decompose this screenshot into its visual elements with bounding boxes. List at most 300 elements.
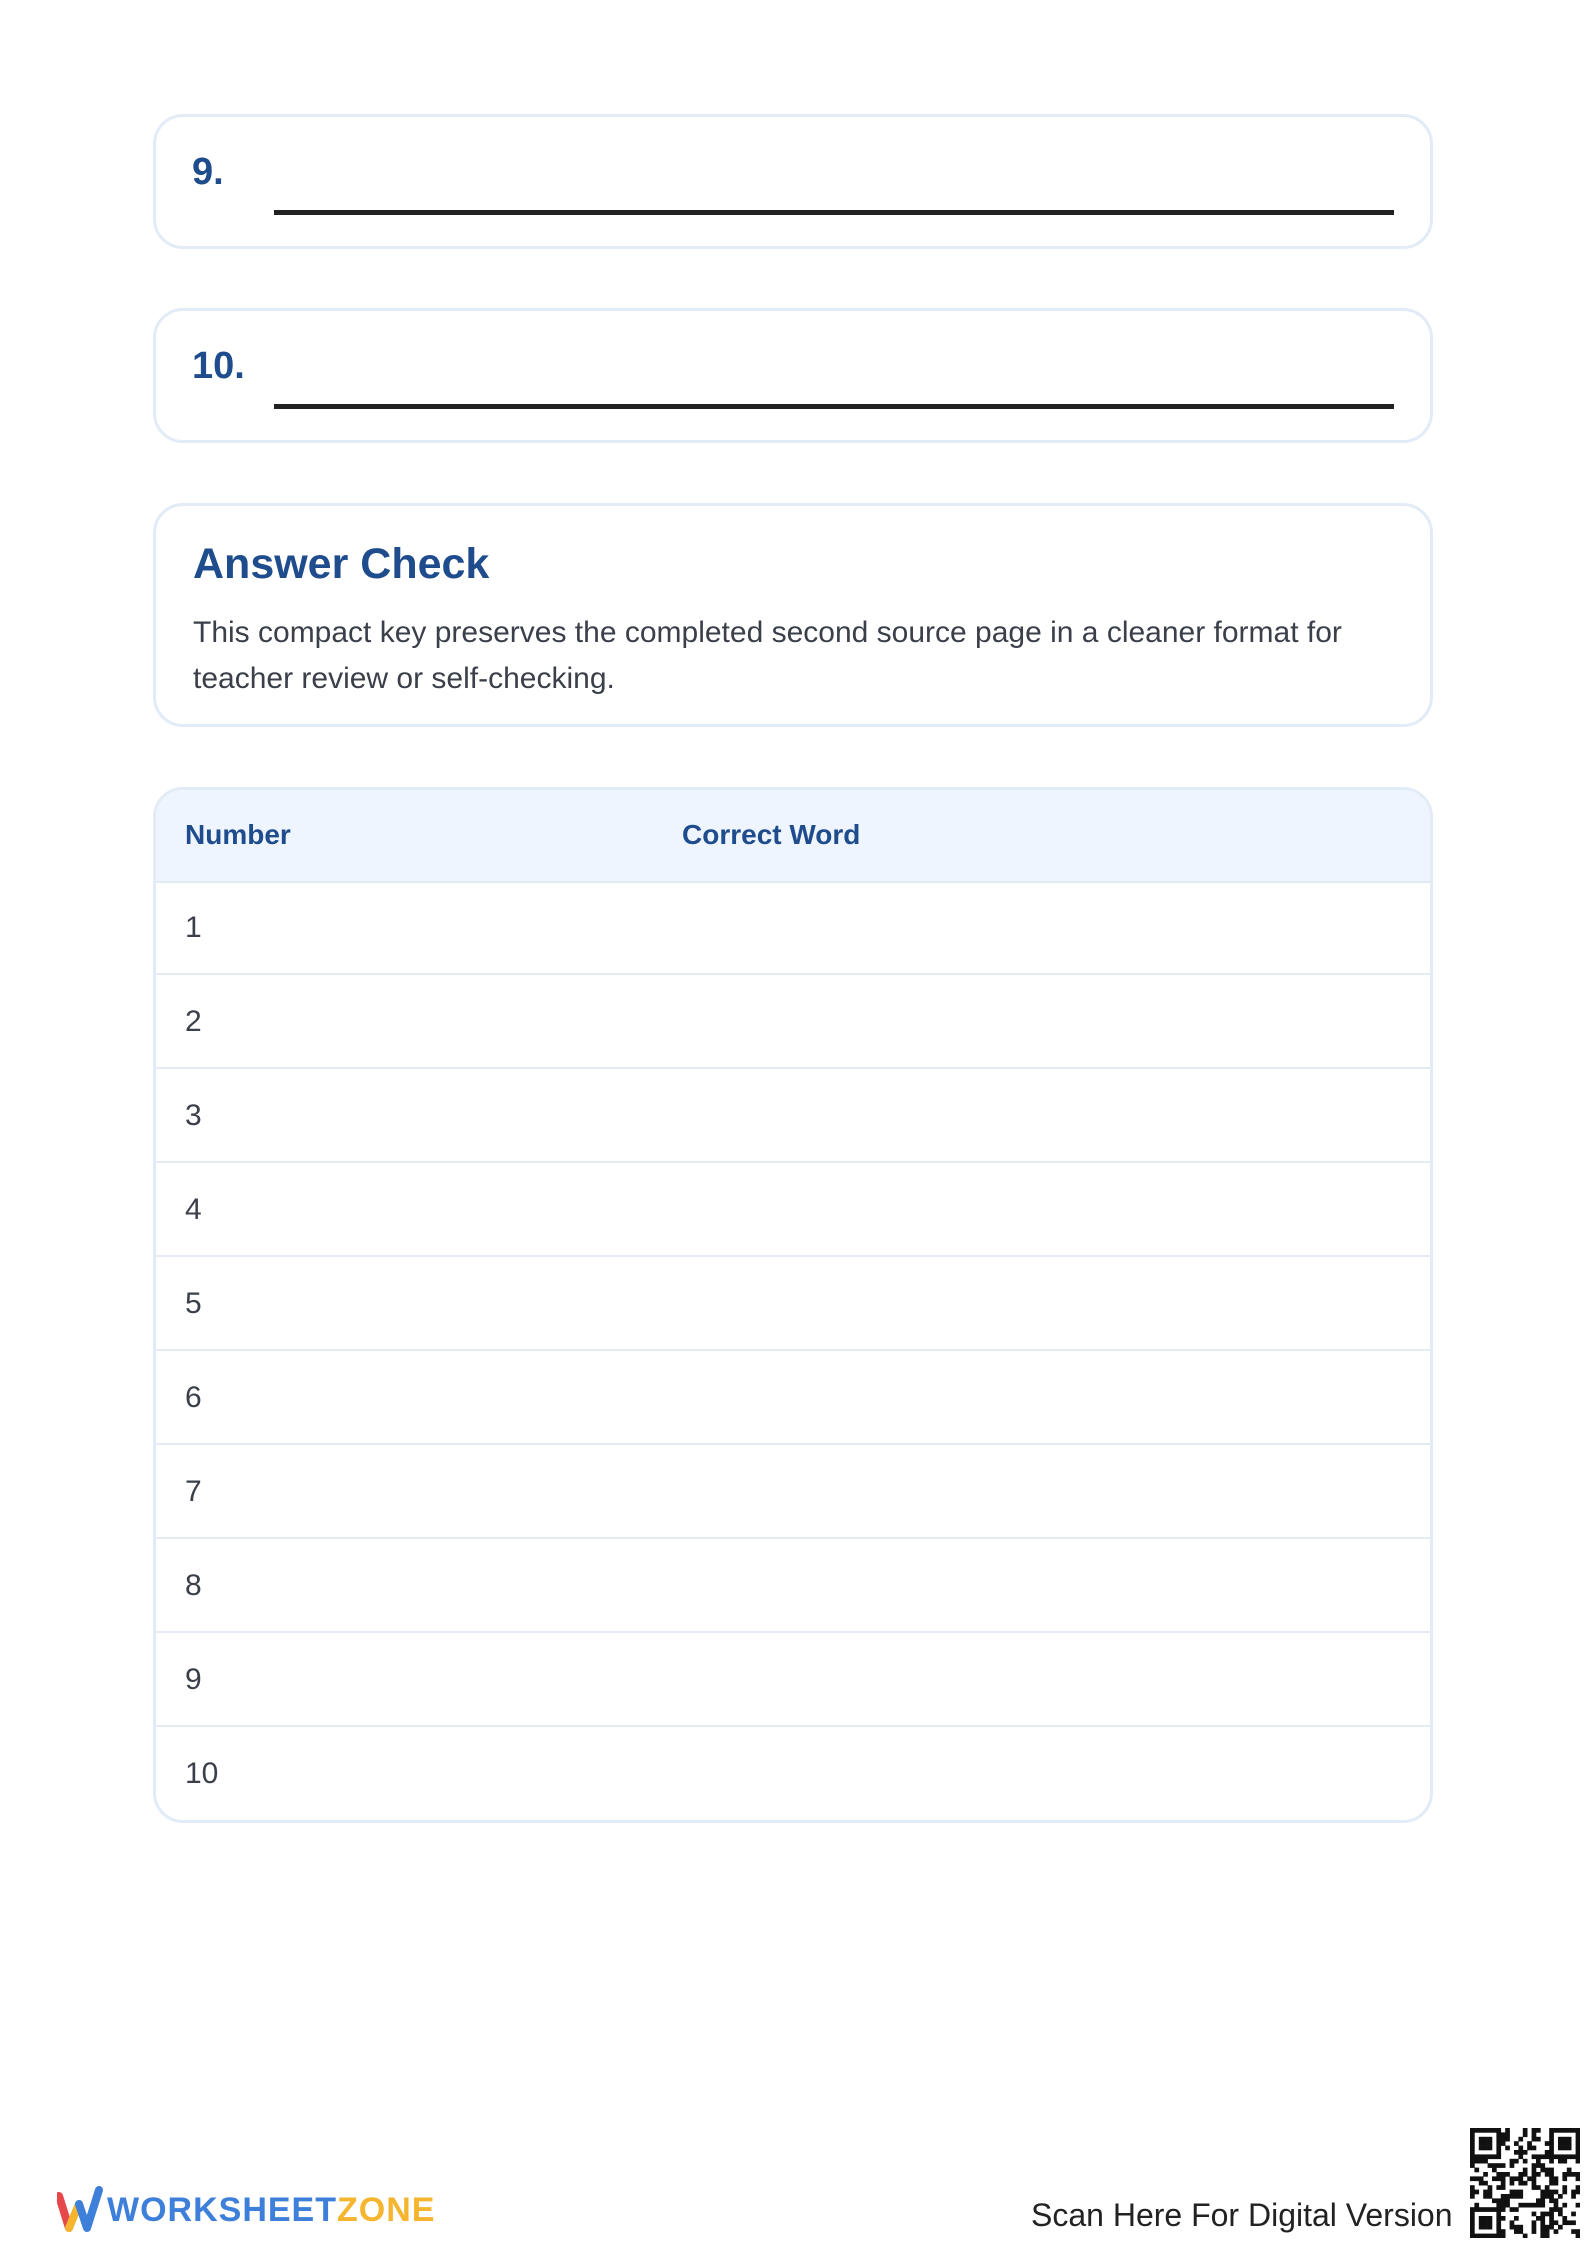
qr-module — [1545, 2234, 1550, 2238]
qr-module — [1545, 2212, 1550, 2217]
qr-module — [1571, 2229, 1576, 2234]
qr-module — [1496, 2216, 1501, 2221]
qr-module — [1496, 2150, 1501, 2155]
qr-module — [1470, 2154, 1475, 2159]
qr-module — [1501, 2141, 1506, 2146]
qr-module — [1540, 2220, 1545, 2225]
qr-module — [1540, 2225, 1545, 2230]
qr-module — [1488, 2225, 1493, 2230]
qr-module — [1496, 2132, 1501, 2137]
qr-module — [1474, 2154, 1479, 2159]
row-number: 1 — [185, 911, 202, 944]
qr-module — [1545, 2150, 1550, 2155]
qr-module — [1562, 2176, 1567, 2181]
qr-module — [1501, 2185, 1506, 2190]
qr-module — [1488, 2154, 1493, 2159]
row-number: 9 — [185, 1663, 202, 1696]
qr-module — [1474, 2234, 1479, 2238]
qr-module — [1470, 2212, 1475, 2217]
qr-module — [1549, 2168, 1554, 2173]
qr-module — [1470, 2141, 1475, 2146]
row-number: 7 — [185, 1475, 202, 1508]
qr-module — [1532, 2181, 1537, 2186]
table-header — [156, 790, 1430, 883]
qr-module — [1483, 2194, 1488, 2199]
qr-module — [1567, 2146, 1572, 2151]
qr-module — [1523, 2132, 1528, 2137]
table-row — [156, 1727, 1430, 1821]
qr-module — [1483, 2128, 1488, 2133]
qr-module — [1527, 2141, 1532, 2146]
row-number: 3 — [185, 1099, 202, 1132]
qr-module — [1518, 2225, 1523, 2230]
qr-module — [1554, 2128, 1559, 2133]
qr-module — [1545, 2154, 1550, 2159]
qr-module — [1540, 2212, 1545, 2217]
qr-module — [1514, 2194, 1519, 2199]
qr-module — [1483, 2146, 1488, 2151]
qr-module — [1514, 2190, 1519, 2195]
qr-module — [1558, 2212, 1563, 2217]
answer-check-card — [153, 503, 1433, 727]
qr-module — [1576, 2234, 1580, 2238]
qr-module — [1479, 2146, 1484, 2151]
qr-module — [1540, 2234, 1545, 2238]
qr-module — [1532, 2212, 1537, 2217]
qr-module — [1510, 2225, 1515, 2230]
qr-module — [1536, 2198, 1541, 2203]
brand-name-part1: WORKSHEET — [107, 2191, 337, 2229]
qr-module — [1470, 2128, 1475, 2133]
qr-module — [1518, 2154, 1523, 2159]
qr-module — [1549, 2220, 1554, 2225]
answer-check-description: This compact key preserves the completed second source page in a cleaner format for teacher review or self-checking. — [193, 616, 1342, 695]
qr-module — [1558, 2137, 1563, 2142]
brand-name-part2: ZONE — [337, 2191, 436, 2229]
answer-item-10 — [153, 308, 1433, 443]
qr-module — [1545, 2194, 1550, 2199]
qr-module — [1505, 2128, 1510, 2133]
qr-module — [1492, 2207, 1497, 2212]
qr-module — [1518, 2203, 1523, 2208]
qr-module — [1496, 2203, 1501, 2208]
worksheetzone-logo-icon — [57, 2182, 103, 2238]
qr-module — [1518, 2194, 1523, 2199]
qr-module — [1470, 2137, 1475, 2142]
qr-module — [1518, 2150, 1523, 2155]
qr-module — [1549, 2194, 1554, 2199]
qr-module — [1554, 2190, 1559, 2195]
qr-module — [1496, 2146, 1501, 2151]
qr-module — [1536, 2128, 1541, 2133]
qr-module — [1545, 2225, 1550, 2230]
qr-module — [1536, 2159, 1541, 2164]
qr-module — [1545, 2141, 1550, 2146]
qr-module — [1554, 2176, 1559, 2181]
qr-module — [1470, 2229, 1475, 2234]
qr-module — [1558, 2128, 1563, 2133]
qr-module — [1562, 2137, 1567, 2142]
table-row — [156, 1163, 1430, 1257]
table-row — [156, 1257, 1430, 1351]
qr-module — [1576, 2154, 1580, 2159]
qr-module — [1483, 2225, 1488, 2230]
row-number: 6 — [185, 1381, 202, 1414]
qr-module — [1496, 2198, 1501, 2203]
qr-module — [1496, 2128, 1501, 2133]
qr-module — [1501, 2181, 1506, 2186]
qr-module — [1562, 2216, 1567, 2221]
qr-module — [1571, 2128, 1576, 2133]
qr-module — [1540, 2190, 1545, 2195]
qr-module — [1492, 2128, 1497, 2133]
qr-module — [1540, 2198, 1545, 2203]
qr-module — [1496, 2212, 1501, 2217]
qr-module — [1562, 2220, 1567, 2225]
qr-module — [1483, 2154, 1488, 2159]
qr-module — [1470, 2132, 1475, 2137]
qr-module — [1549, 2141, 1554, 2146]
qr-module — [1554, 2220, 1559, 2225]
qr-module — [1470, 2146, 1475, 2151]
qr-module — [1576, 2132, 1580, 2137]
qr-module — [1501, 2198, 1506, 2203]
qr-module — [1488, 2137, 1493, 2142]
qr-module — [1474, 2207, 1479, 2212]
qr-module — [1474, 2176, 1479, 2181]
qr-module — [1562, 2159, 1567, 2164]
brand-name — [107, 2191, 435, 2230]
qr-module — [1496, 2154, 1501, 2159]
qr-module — [1558, 2146, 1563, 2151]
qr-module — [1510, 2163, 1515, 2168]
qr-module — [1501, 2172, 1506, 2177]
qr-module — [1540, 2168, 1545, 2173]
qr-module — [1562, 2154, 1567, 2159]
row-number: 5 — [185, 1287, 202, 1320]
qr-module — [1532, 2225, 1537, 2230]
table-row — [156, 1445, 1430, 1539]
qr-module — [1474, 2128, 1479, 2133]
qr-module — [1562, 2190, 1567, 2195]
qr-module — [1470, 2225, 1475, 2230]
qr-module — [1567, 2154, 1572, 2159]
qr-module — [1518, 2181, 1523, 2186]
qr-module — [1549, 2198, 1554, 2203]
qr-module — [1576, 2185, 1580, 2190]
qr-module — [1510, 2176, 1515, 2181]
qr-module — [1571, 2190, 1576, 2195]
qr-module — [1501, 2203, 1506, 2208]
qr-module — [1501, 2207, 1506, 2212]
qr-module — [1536, 2172, 1541, 2177]
qr-module — [1576, 2229, 1580, 2234]
qr-module — [1488, 2207, 1493, 2212]
qr-module — [1518, 2229, 1523, 2234]
qr-module — [1540, 2229, 1545, 2234]
qr-module — [1576, 2137, 1580, 2142]
qr-module — [1558, 2207, 1563, 2212]
qr-module — [1554, 2181, 1559, 2186]
qr-module — [1483, 2207, 1488, 2212]
qr-module — [1483, 2172, 1488, 2177]
qr-module — [1510, 2190, 1515, 2195]
row-number: 2 — [185, 1005, 202, 1038]
qr-module — [1496, 2163, 1501, 2168]
qr-module — [1470, 2176, 1475, 2181]
qr-module — [1558, 2194, 1563, 2199]
qr-module — [1505, 2137, 1510, 2142]
qr-module — [1549, 2150, 1554, 2155]
qr-module — [1514, 2229, 1519, 2234]
qr-module — [1567, 2172, 1572, 2177]
qr-module — [1554, 2207, 1559, 2212]
qr-module — [1501, 2194, 1506, 2199]
qr-module — [1479, 2176, 1484, 2181]
qr-module — [1514, 2207, 1519, 2212]
qr-module — [1496, 2172, 1501, 2177]
qr-module — [1496, 2220, 1501, 2225]
qr-module — [1501, 2132, 1506, 2137]
qr-module — [1505, 2146, 1510, 2151]
qr-module — [1470, 2159, 1475, 2164]
answer-key-table — [153, 787, 1433, 1823]
qr-module — [1558, 2159, 1563, 2164]
qr-module — [1483, 2216, 1488, 2221]
qr-module — [1549, 2216, 1554, 2221]
qr-module — [1532, 2176, 1537, 2181]
qr-module — [1523, 2168, 1528, 2173]
qr-module — [1532, 2163, 1537, 2168]
qr-module — [1514, 2150, 1519, 2155]
qr-module — [1492, 2154, 1497, 2159]
table-row — [156, 975, 1430, 1069]
qr-module — [1518, 2176, 1523, 2181]
qr-module — [1470, 2220, 1475, 2225]
qr-module — [1496, 2225, 1501, 2230]
qr-module — [1518, 2146, 1523, 2151]
qr-module — [1549, 2212, 1554, 2217]
qr-module — [1576, 2128, 1580, 2133]
qr-module — [1492, 2168, 1497, 2173]
qr-module — [1545, 2168, 1550, 2173]
qr-module — [1514, 2141, 1519, 2146]
qr-module — [1505, 2172, 1510, 2177]
qr-module — [1527, 2146, 1532, 2151]
qr-module — [1492, 2234, 1497, 2238]
qr-module — [1496, 2137, 1501, 2142]
qr-module — [1545, 2185, 1550, 2190]
qr-module — [1523, 2234, 1528, 2238]
qr-module — [1536, 2137, 1541, 2142]
qr-module — [1470, 2234, 1475, 2238]
qr-module — [1492, 2163, 1497, 2168]
qr-module — [1545, 2172, 1550, 2177]
qr-module — [1576, 2172, 1580, 2177]
qr-module — [1549, 2154, 1554, 2159]
qr-module — [1576, 2159, 1580, 2164]
qr-module — [1567, 2128, 1572, 2133]
qr-module — [1540, 2163, 1545, 2168]
qr-module — [1488, 2234, 1493, 2238]
qr-module — [1470, 2194, 1475, 2199]
qr-module — [1536, 2203, 1541, 2208]
qr-module — [1479, 2154, 1484, 2159]
qr-module — [1562, 2128, 1567, 2133]
qr-module — [1501, 2216, 1506, 2221]
qr-module — [1505, 2203, 1510, 2208]
qr-module — [1470, 2150, 1475, 2155]
qr-module — [1470, 2185, 1475, 2190]
qr-module — [1567, 2168, 1572, 2173]
qr-module — [1532, 2132, 1537, 2137]
table-row — [156, 1069, 1430, 1163]
qr-module — [1523, 2172, 1528, 2177]
qr-module — [1510, 2181, 1515, 2186]
qr-module — [1549, 2146, 1554, 2151]
qr-module — [1532, 2185, 1537, 2190]
answer-number: 9. — [192, 151, 224, 193]
qr-module — [1523, 2203, 1528, 2208]
qr-module — [1554, 2203, 1559, 2208]
qr-module — [1558, 2154, 1563, 2159]
qr-module — [1510, 2207, 1515, 2212]
qr-module — [1479, 2207, 1484, 2212]
qr-module — [1545, 2190, 1550, 2195]
qr-module — [1558, 2141, 1563, 2146]
answer-line[interactable] — [274, 210, 1394, 215]
qr-module — [1488, 2190, 1493, 2195]
qr-module — [1492, 2176, 1497, 2181]
qr-module — [1549, 2128, 1554, 2133]
qr-module — [1492, 2198, 1497, 2203]
answer-line[interactable] — [274, 404, 1394, 409]
qr-module — [1567, 2141, 1572, 2146]
qr-module — [1532, 2203, 1537, 2208]
qr-module — [1514, 2159, 1519, 2164]
qr-module — [1532, 2229, 1537, 2234]
qr-module — [1540, 2154, 1545, 2159]
qr-module — [1474, 2168, 1479, 2173]
qr-module — [1549, 2190, 1554, 2195]
qr-module — [1567, 2137, 1572, 2142]
qr-module — [1523, 2159, 1528, 2164]
qr-module — [1571, 2220, 1576, 2225]
qr-module — [1532, 2128, 1537, 2133]
qr-module — [1523, 2150, 1528, 2155]
row-number: 8 — [185, 1569, 202, 1602]
qr-module — [1554, 2198, 1559, 2203]
qr-module — [1501, 2163, 1506, 2168]
table-row — [156, 881, 1430, 975]
table-body — [156, 881, 1430, 1821]
qr-module — [1479, 2137, 1484, 2142]
qr-module — [1562, 2141, 1567, 2146]
qr-module — [1549, 2137, 1554, 2142]
qr-module — [1479, 2159, 1484, 2164]
qr-module — [1540, 2216, 1545, 2221]
qr-module — [1576, 2146, 1580, 2151]
qr-module — [1483, 2190, 1488, 2195]
qr-module — [1549, 2172, 1554, 2177]
answer-check-title: Answer Check — [193, 540, 490, 588]
qr-module — [1496, 2229, 1501, 2234]
qr-module — [1576, 2203, 1580, 2208]
qr-module — [1518, 2172, 1523, 2177]
qr-module — [1576, 2176, 1580, 2181]
qr-module — [1518, 2190, 1523, 2195]
qr-module — [1576, 2190, 1580, 2195]
qr-module — [1549, 2176, 1554, 2181]
qr-module — [1549, 2225, 1554, 2230]
qr-module — [1470, 2163, 1475, 2168]
qr-module — [1576, 2150, 1580, 2155]
qr-module — [1549, 2132, 1554, 2137]
qr-module — [1571, 2172, 1576, 2177]
answer-item-9 — [153, 114, 1433, 249]
qr-module — [1576, 2141, 1580, 2146]
qr-module — [1479, 2220, 1484, 2225]
qr-module — [1527, 2176, 1532, 2181]
qr-module — [1532, 2146, 1537, 2151]
qr-module — [1488, 2128, 1493, 2133]
table-row — [156, 1351, 1430, 1445]
qr-module — [1510, 2194, 1515, 2199]
qr-module — [1532, 2168, 1537, 2173]
qr-module — [1571, 2194, 1576, 2199]
qr-module — [1532, 2154, 1537, 2159]
qr-module — [1483, 2234, 1488, 2238]
qr-module — [1501, 2234, 1506, 2238]
qr-module — [1518, 2137, 1523, 2142]
qr-module — [1488, 2163, 1493, 2168]
qr-module — [1571, 2212, 1576, 2217]
qr-module — [1474, 2190, 1479, 2195]
qr-module — [1479, 2225, 1484, 2230]
qr-module — [1540, 2203, 1545, 2208]
answer-number: 10. — [192, 345, 245, 387]
qr-module — [1501, 2229, 1506, 2234]
qr-module — [1510, 2159, 1515, 2164]
qr-module — [1496, 2185, 1501, 2190]
qr-module — [1532, 2172, 1537, 2177]
scan-instruction: Scan Here For Digital Version — [1031, 2197, 1453, 2233]
qr-module — [1479, 2128, 1484, 2133]
qr-module — [1523, 2128, 1528, 2133]
qr-module — [1483, 2220, 1488, 2225]
qr-module — [1483, 2137, 1488, 2142]
column-header-number: Number — [185, 819, 291, 850]
qr-module — [1474, 2203, 1479, 2208]
qr-module — [1567, 2220, 1572, 2225]
qr-module — [1562, 2172, 1567, 2177]
row-number: 10 — [185, 1757, 219, 1790]
qr-module — [1470, 2207, 1475, 2212]
qr-module — [1479, 2181, 1484, 2186]
qr-module — [1479, 2234, 1484, 2238]
qr-module — [1532, 2137, 1537, 2142]
column-header-correct-word: Correct Word — [682, 819, 861, 850]
qr-module — [1505, 2132, 1510, 2137]
qr-module — [1536, 2154, 1541, 2159]
qr-module — [1488, 2220, 1493, 2225]
qr-module — [1536, 2185, 1541, 2190]
qr-module — [1501, 2176, 1506, 2181]
qr-module — [1488, 2194, 1493, 2199]
table-row — [156, 1539, 1430, 1633]
qr-code-icon[interactable] — [1470, 2128, 1580, 2238]
qr-module — [1496, 2141, 1501, 2146]
